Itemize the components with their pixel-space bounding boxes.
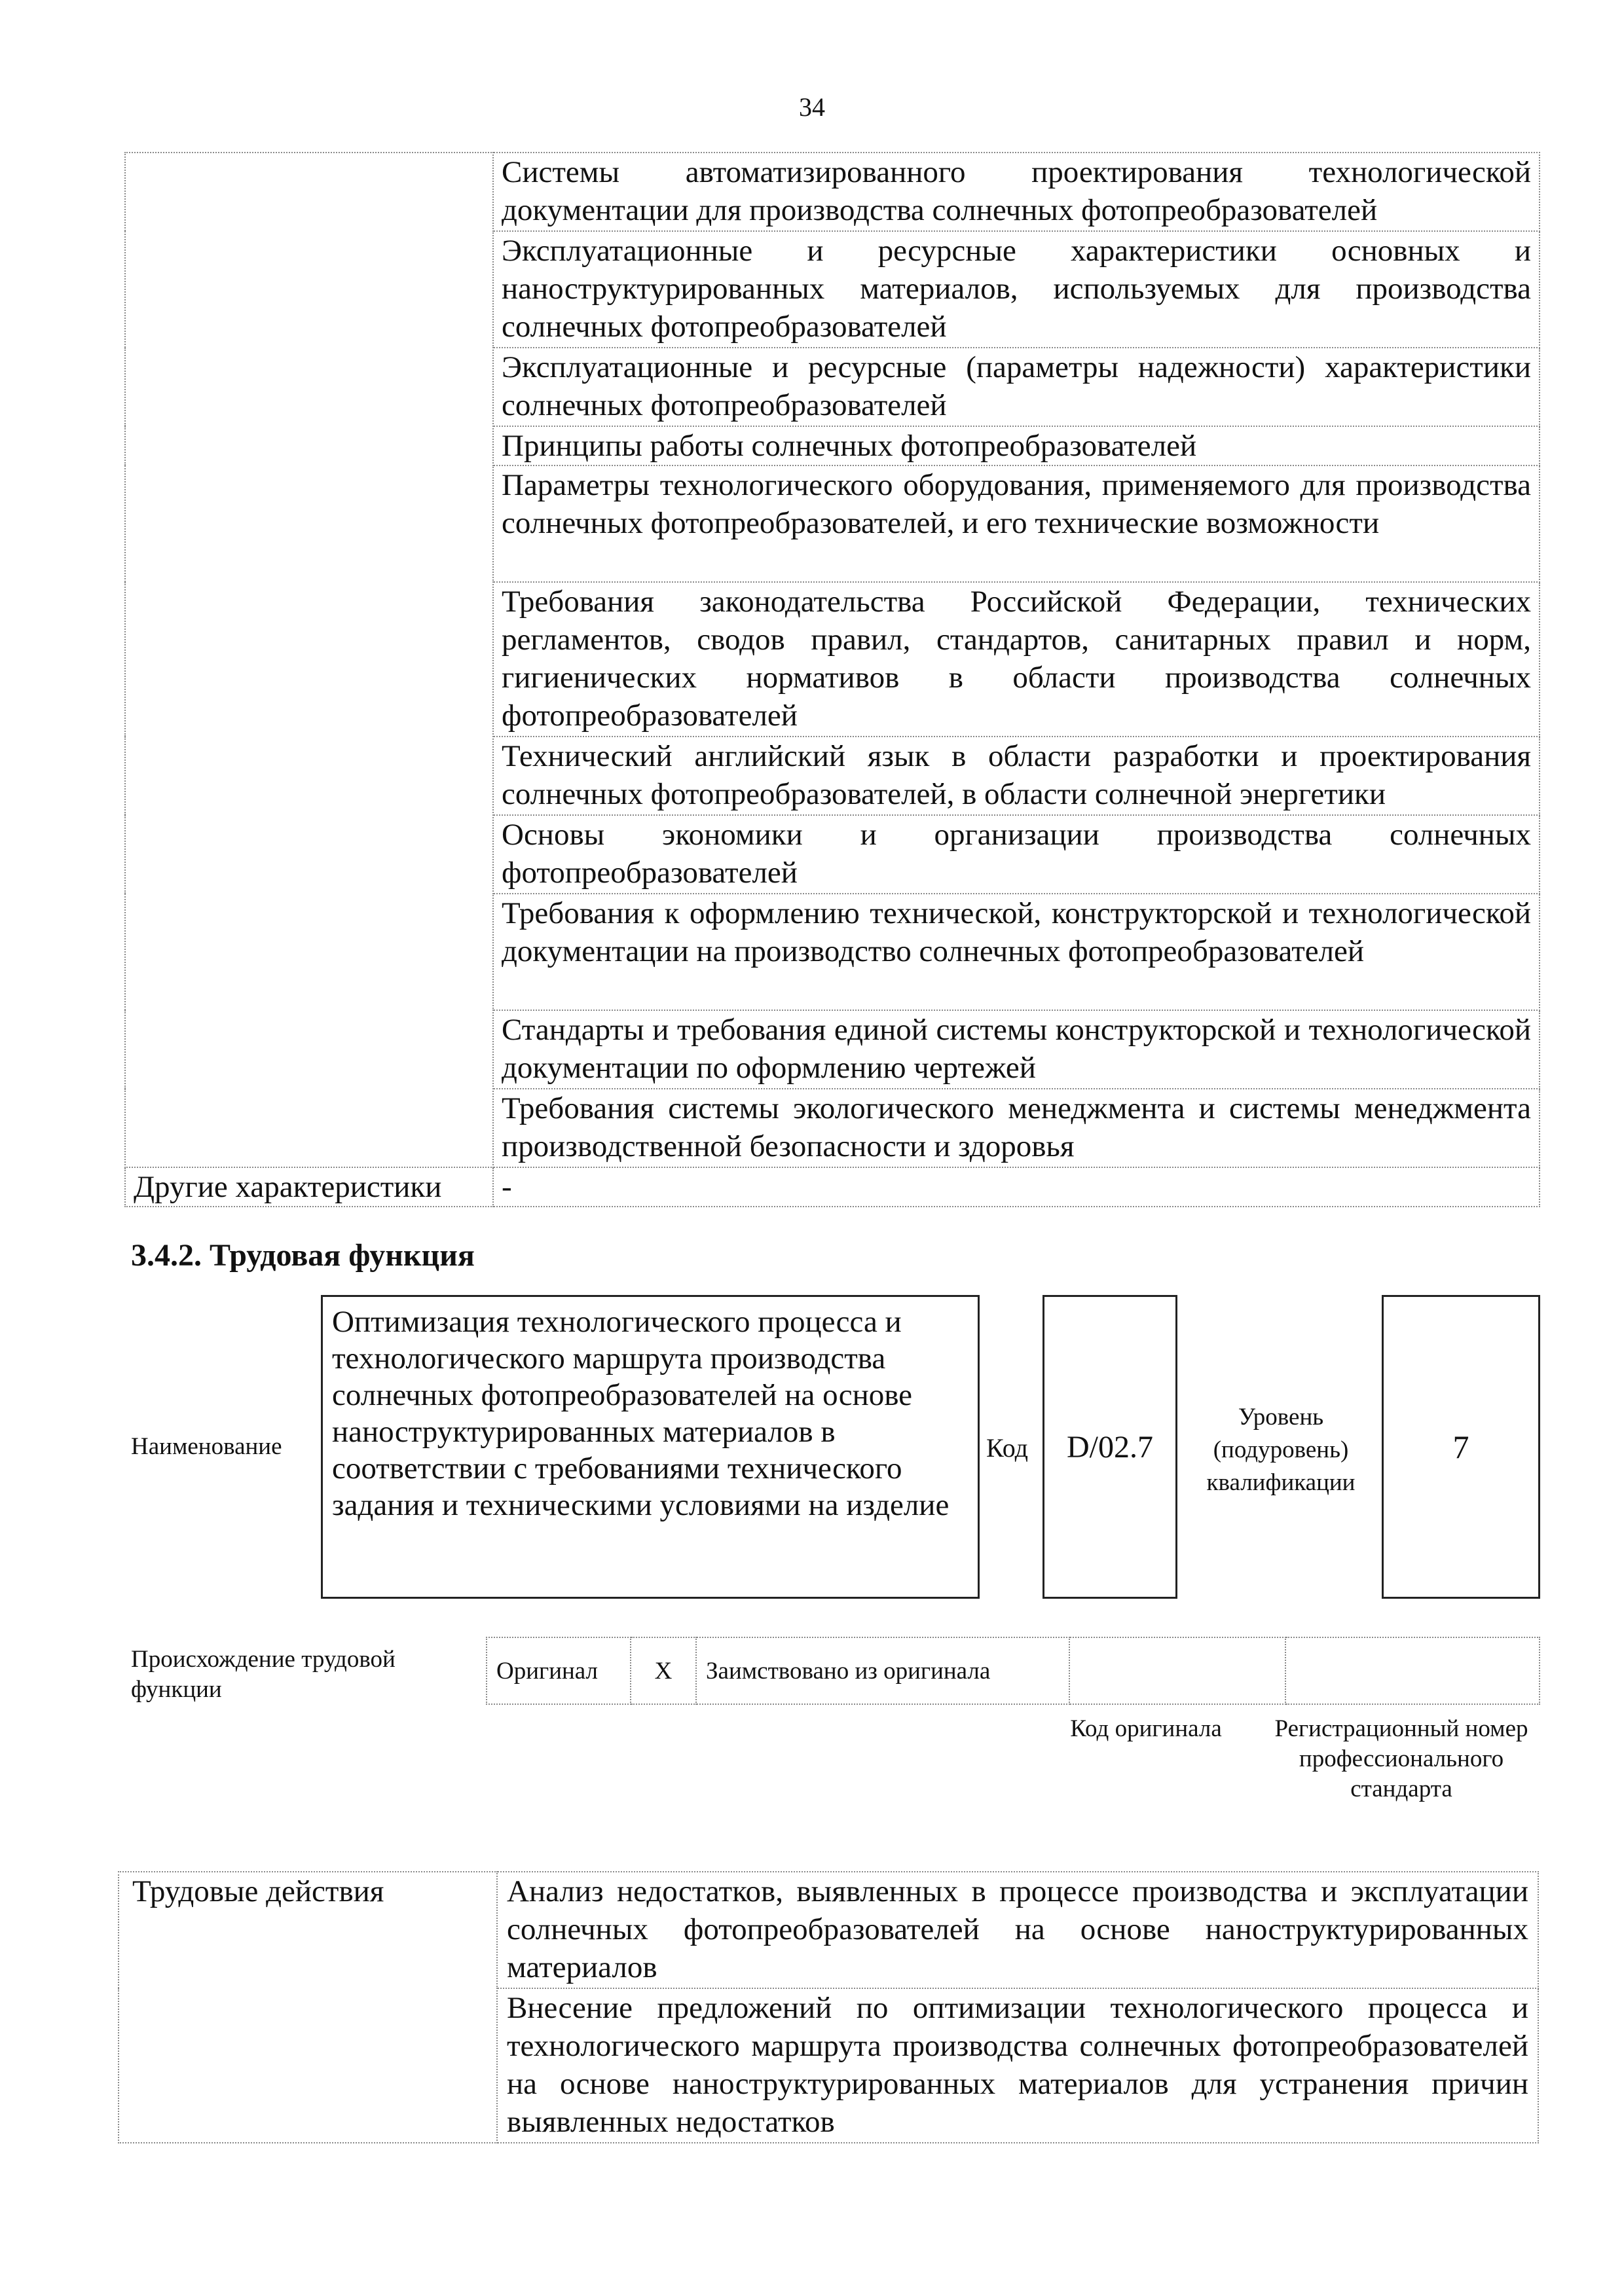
page-number: 34 <box>799 92 825 122</box>
knowledge-item: Требования к оформлению технической, конструкторской и технологической документации на производство солнечных фотопреобразователей <box>493 894 1540 1010</box>
origin-label: Происхождение трудовой функции <box>131 1646 396 1703</box>
original-code-cell <box>1069 1637 1285 1704</box>
table-row <box>125 1167 1540 1207</box>
action-item: Внесение предложений по оптимизации технологического процесса и технологического маршрута производства солнечных фотопреобразователей на основе наноструктурированных материалов для устранения причин выявленных недостатков <box>497 1988 1538 2143</box>
actions-label: Трудовые действия <box>119 1872 497 2143</box>
name-label: Наименование <box>131 1433 282 1460</box>
knowledge-item: Требования системы экологического менеджмента и системы менеджмента производственной безопасности и здоровья <box>493 1089 1540 1167</box>
section-heading: 3.4.2. Трудовая функция <box>131 1238 475 1273</box>
origin-table <box>486 1637 1540 1705</box>
qualification-level-box <box>1382 1295 1540 1599</box>
original-mark: X <box>631 1637 696 1704</box>
knowledge-item: Эксплуатационные и ресурсные характеристики основных и наноструктурированных материалов, используемых для производства солнечных фотопреобразователей <box>493 231 1540 348</box>
borrowed-label: Заимствовано из оригинала <box>696 1637 1069 1704</box>
knowledge-item: Основы экономики и организации производства солнечных фотопреобразователей <box>493 815 1540 894</box>
table-row <box>119 1872 1538 1988</box>
qualification-level-value: 7 <box>1452 1429 1469 1465</box>
code-label: Код <box>986 1433 1028 1463</box>
function-name-box: Оптимизация технологического процесса и технологического маршрута производства солнечных фотопреобразователей на основе наноструктурированных материалов в соответствии с требованиями технического задания и техническими условиями на изделие <box>321 1295 980 1599</box>
knowledge-item: Эксплуатационные и ресурсные (параметры надежности) характеристики солнечных фотопреобразователей <box>493 348 1540 426</box>
knowledge-label-cell <box>125 153 493 1167</box>
knowledge-table <box>124 152 1540 1207</box>
function-code-box <box>1043 1295 1177 1599</box>
table-row <box>487 1637 1540 1704</box>
original-label: Оригинал <box>487 1637 631 1704</box>
knowledge-item: Параметры технологического оборудования, применяемого для производства солнечных фотопреобразователей, и его технические возможности <box>493 465 1540 582</box>
table-row <box>125 153 1540 231</box>
knowledge-item: Системы автоматизированного проектирования технологической документации для производства солнечных фотопреобразователей <box>493 153 1540 231</box>
knowledge-item: Требования законодательства Российской Федерации, технических регламентов, сводов правил, стандартов, санитарных правил и норм, гигиенических нормативов в области производства солнечных фотопреобразователей <box>493 582 1540 737</box>
action-item: Анализ недостатков, выявленных в процессе производства и эксплуатации солнечных фотопреобразователей на основе наноструктурированных материалов <box>497 1872 1538 1988</box>
knowledge-item: Принципы работы солнечных фотопреобразователей <box>493 426 1540 465</box>
registration-number-cell <box>1285 1637 1540 1704</box>
code-caption: Код оригинала <box>1070 1715 1222 1742</box>
function-code-value: D/02.7 <box>1067 1429 1153 1465</box>
other-characteristics-label: Другие характеристики <box>125 1167 493 1207</box>
knowledge-item: Технический английский язык в области разработки и проектирования солнечных фотопреобразователей, в области солнечной энергетики <box>493 737 1540 815</box>
other-characteristics-value: - <box>493 1167 1540 1207</box>
registration-caption: Регистрационный номер профессионального стандарта <box>1274 1715 1528 1802</box>
knowledge-item: Стандарты и требования единой системы конструкторской и технологической документации по оформлению чертежей <box>493 1010 1540 1089</box>
level-label: Уровень (подуровень) квалификации <box>1206 1404 1356 1496</box>
actions-table <box>118 1871 1539 2143</box>
